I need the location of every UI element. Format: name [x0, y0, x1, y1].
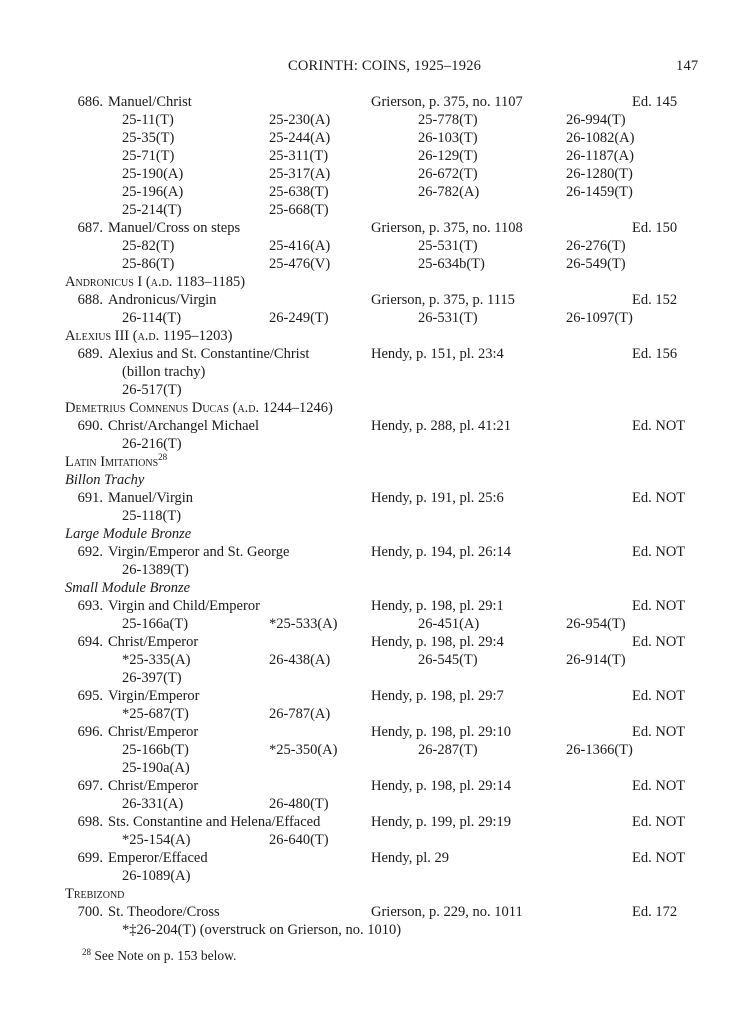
entry-reference: Hendy, p. 199, pl. 29:19: [371, 814, 512, 830]
inventory-number: 25-35(T): [122, 130, 175, 146]
inventory-number: 25-778(T): [418, 112, 478, 128]
catalogue-line: [0, 597, 756, 615]
catalogue-line: [0, 741, 756, 759]
catalogue-line: [0, 255, 756, 273]
catalogue-line: [0, 309, 756, 327]
entry-number: 696.: [77, 724, 103, 740]
inventory-number: 25-668(T): [269, 202, 329, 218]
section-heading: Small Module Bronze: [65, 580, 191, 596]
inventory-number: 26-103(T): [418, 130, 478, 146]
inventory-number: 25-190a(A): [122, 760, 190, 776]
catalogue-line: [0, 579, 756, 597]
inventory-number: 26-954(T): [566, 616, 626, 632]
inventory-number: 26-249(T): [269, 310, 329, 326]
inventory-number: 25-196(A): [122, 184, 184, 200]
entry-reference: Grierson, p. 229, no. 1011: [371, 904, 523, 920]
catalogue-line: [0, 165, 756, 183]
entry-number: 697.: [77, 778, 103, 794]
catalogue-line: [0, 795, 756, 813]
inventory-number: 26-451(A): [418, 616, 480, 632]
inventory-number: *25-154(A): [122, 832, 191, 848]
catalogue-line: [0, 885, 756, 903]
inventory-number: 25-166a(T): [122, 616, 189, 632]
entry-edition: Ed. 152: [632, 292, 678, 308]
catalogue-line: [0, 417, 756, 435]
section-heading: Trebizond: [65, 886, 125, 902]
catalogue-line: [0, 291, 756, 309]
inventory-number: 26-276(T): [566, 238, 626, 254]
entry-edition: Ed. 145: [632, 94, 678, 110]
inventory-number: 25-317(A): [269, 166, 331, 182]
inventory-number: 25-638(T): [269, 184, 329, 200]
catalogue-line: [0, 651, 756, 669]
catalogue-line: [0, 615, 756, 633]
entry-title: Virgin/Emperor and St. George: [108, 544, 290, 560]
catalogue-line: [0, 201, 756, 219]
inventory-number: 25-311(T): [269, 148, 329, 164]
entry-reference: Hendy, pl. 29: [371, 850, 449, 866]
entry-edition: Ed. 172: [632, 904, 678, 920]
inventory-number: 26-114(T): [122, 310, 182, 326]
inventory-number: 26-549(T): [566, 256, 626, 272]
entry-number: 690.: [77, 418, 103, 434]
inventory-number: 26-331(A): [122, 796, 184, 812]
inventory-number: 25-166b(T): [122, 742, 189, 758]
entry-number: 700.: [77, 904, 103, 920]
entry-edition: Ed. NOT: [632, 544, 686, 560]
entry-number: 694.: [77, 634, 103, 650]
entry-edition: Ed. NOT: [632, 688, 686, 704]
inventory-number: 26-782(A): [418, 184, 480, 200]
inventory-number: 26-1389(T): [122, 562, 189, 578]
entry-number: 693.: [77, 598, 103, 614]
inventory-number: 25-230(A): [269, 112, 331, 128]
footnote: [82, 948, 236, 964]
entry-number: 699.: [77, 850, 103, 866]
entry-reference: Hendy, p. 288, pl. 41:21: [371, 418, 512, 434]
inventory-number: 25-71(T): [122, 148, 175, 164]
entry-title: Virgin and Child/Emperor: [108, 598, 260, 614]
inventory-number: 26-1082(A): [566, 130, 635, 146]
inventory-number: 25-82(T): [122, 238, 175, 254]
inventory-number: *25-335(A): [122, 652, 191, 668]
section-heading-wrap: [65, 453, 167, 471]
catalogue-line: [0, 399, 756, 417]
catalogue-line: [0, 525, 756, 543]
inventory-number: 26-1280(T): [566, 166, 633, 182]
entry-title: Christ/Emperor: [108, 778, 199, 794]
entry-number: 689.: [77, 346, 103, 362]
catalogue-line: [0, 489, 756, 507]
entry-edition: Ed. 156: [632, 346, 678, 362]
section-heading: Demetrius Comnenus Ducas (a.d. 1244–1246): [65, 400, 333, 416]
catalogue-line: [0, 147, 756, 165]
inventory-number: 25-634b(T): [418, 256, 485, 272]
entry-title: Manuel/Christ: [108, 94, 192, 110]
section-heading: Latin Imitations: [65, 454, 159, 470]
inventory-number: 26-545(T): [418, 652, 478, 668]
entry-edition: Ed. NOT: [632, 778, 686, 794]
catalogue-line: [0, 921, 756, 939]
inventory-number: 26-1089(A): [122, 868, 191, 884]
entry-reference: Grierson, p. 375, no. 1107: [371, 94, 523, 110]
catalogue-line: [0, 903, 756, 921]
catalogue-line: [0, 435, 756, 453]
inventory-number: 25-86(T): [122, 256, 175, 272]
catalogue-line: [0, 345, 756, 363]
entry-title: Virgin/Emperor: [108, 688, 200, 704]
entry-number: 688.: [77, 292, 103, 308]
inventory-number: 26-216(T): [122, 436, 182, 452]
entry-number: 691.: [77, 490, 103, 506]
catalogue-line: [0, 183, 756, 201]
entry-title: Christ/Emperor: [108, 634, 199, 650]
inventory-number: 25-214(T): [122, 202, 182, 218]
entry-number: 692.: [77, 544, 103, 560]
entry-title: Sts. Constantine and Helena/Effaced: [108, 814, 321, 830]
entry-reference: Hendy, p. 151, pl. 23:4: [371, 346, 504, 362]
entry-edition: Ed. NOT: [632, 598, 686, 614]
entry-edition: Ed. NOT: [632, 634, 686, 650]
entry-reference: Grierson, p. 375, p. 1115: [371, 292, 515, 308]
entry-number: 695.: [77, 688, 103, 704]
inventory-number: 26-1459(T): [566, 184, 633, 200]
entry-title: Emperor/Effaced: [108, 850, 208, 866]
entry-reference: Hendy, p. 198, pl. 29:4: [371, 634, 504, 650]
catalogue-line: [0, 237, 756, 255]
entry-title: Manuel/Virgin: [108, 490, 194, 506]
inventory-number: 26-914(T): [566, 652, 626, 668]
entry-continuation: (billon trachy): [122, 364, 206, 380]
entry-title: Christ/Emperor: [108, 724, 199, 740]
catalogue-line: [0, 273, 756, 291]
entry-reference: Hendy, p. 198, pl. 29:1: [371, 598, 504, 614]
catalogue-line: [0, 669, 756, 687]
catalogue-line: [0, 327, 756, 345]
entry-number: 687.: [77, 220, 103, 236]
catalogue-line: [0, 543, 756, 561]
inventory-number: 26-129(T): [418, 148, 478, 164]
catalogue-line: [0, 633, 756, 651]
entry-reference: Hendy, p. 198, pl. 29:14: [371, 778, 512, 794]
entry-edition: Ed. NOT: [632, 490, 686, 506]
running-header-title: CORINTH: COINS, 1925–1926: [288, 58, 482, 74]
inventory-number: *25-533(A): [269, 616, 338, 632]
catalogue-line: [0, 759, 756, 777]
catalogue-line: [0, 849, 756, 867]
section-heading: Large Module Bronze: [65, 526, 192, 542]
inventory-number: 26-640(T): [269, 832, 329, 848]
entry-title: St. Theodore/Cross: [108, 904, 220, 920]
inventory-number: 25-416(A): [269, 238, 331, 254]
footnote-mark: 28: [82, 947, 91, 957]
catalogue-line: [0, 831, 756, 849]
footnote-reference: 28: [158, 452, 168, 462]
inventory-number: 26-287(T): [418, 742, 478, 758]
catalogue-line: [0, 471, 756, 489]
catalogue-line: [0, 705, 756, 723]
entry-number: 686.: [77, 94, 103, 110]
inventory-number: 26-672(T): [418, 166, 478, 182]
catalogue-line: [0, 111, 756, 129]
entry-title: Christ/Archangel Michael: [108, 418, 259, 434]
catalogue-line: [0, 561, 756, 579]
entry-title: Andronicus/Virgin: [108, 292, 217, 308]
inventory-number: 26-531(T): [418, 310, 478, 326]
catalogue-line: [0, 93, 756, 111]
entry-continuation: *‡26-204(T) (overstruck on Grierson, no. 1010): [122, 922, 402, 938]
entry-reference: Hendy, p. 191, pl. 25:6: [371, 490, 504, 506]
catalogue-line: [0, 363, 756, 381]
inventory-number: 26-438(A): [269, 652, 331, 668]
catalogue-line: [0, 381, 756, 399]
catalogue-line: [0, 687, 756, 705]
entry-reference: Hendy, p. 194, pl. 26:14: [371, 544, 512, 560]
inventory-number: 25-11(T): [122, 112, 174, 128]
entry-reference: Grierson, p. 375, no. 1108: [371, 220, 523, 236]
catalogue-line: [0, 723, 756, 741]
section-heading: Andronicus I (a.d. 1183–1185): [65, 274, 246, 290]
entry-title: Alexius and St. Constantine/Christ: [108, 346, 310, 362]
inventory-number: 26-1366(T): [566, 742, 633, 758]
entry-reference: Hendy, p. 198, pl. 29:7: [371, 688, 504, 704]
entry-edition: Ed. NOT: [632, 724, 686, 740]
catalogue-line: [0, 129, 756, 147]
section-heading: Alexius III (a.d. 1195–1203): [65, 328, 233, 344]
entry-edition: Ed. 150: [632, 220, 678, 236]
inventory-number: 25-190(A): [122, 166, 184, 182]
catalogue-line: [0, 813, 756, 831]
entry-edition: Ed. NOT: [632, 814, 686, 830]
entry-edition: Ed. NOT: [632, 850, 686, 866]
inventory-number: *25-687(T): [122, 706, 189, 722]
inventory-number: 26-994(T): [566, 112, 626, 128]
footnote-text: See Note on p. 153 below.: [94, 948, 237, 963]
catalogue-line: [0, 867, 756, 885]
inventory-number: 26-1187(A): [566, 148, 634, 164]
inventory-number: *25-350(A): [269, 742, 338, 758]
inventory-number: 26-1097(T): [566, 310, 633, 326]
catalogue-line: [0, 453, 756, 471]
inventory-number: 25-244(A): [269, 130, 331, 146]
catalogue-line: [0, 777, 756, 795]
section-heading: Billon Trachy: [65, 472, 145, 488]
entry-edition: Ed. NOT: [632, 418, 686, 434]
inventory-number: 26-397(T): [122, 670, 182, 686]
coin-catalogue: [0, 93, 756, 939]
entry-number: 698.: [77, 814, 103, 830]
inventory-number: 25-476(V): [269, 256, 331, 272]
inventory-number: 25-118(T): [122, 508, 182, 524]
entry-title: Manuel/Cross on steps: [108, 220, 241, 236]
catalogue-line: [0, 507, 756, 525]
catalogue-line: [0, 219, 756, 237]
entry-reference: Hendy, p. 198, pl. 29:10: [371, 724, 512, 740]
inventory-number: 25-531(T): [418, 238, 478, 254]
inventory-number: 26-517(T): [122, 382, 182, 398]
inventory-number: 26-480(T): [269, 796, 329, 812]
page-number: 147: [676, 58, 699, 74]
inventory-number: 26-787(A): [269, 706, 331, 722]
